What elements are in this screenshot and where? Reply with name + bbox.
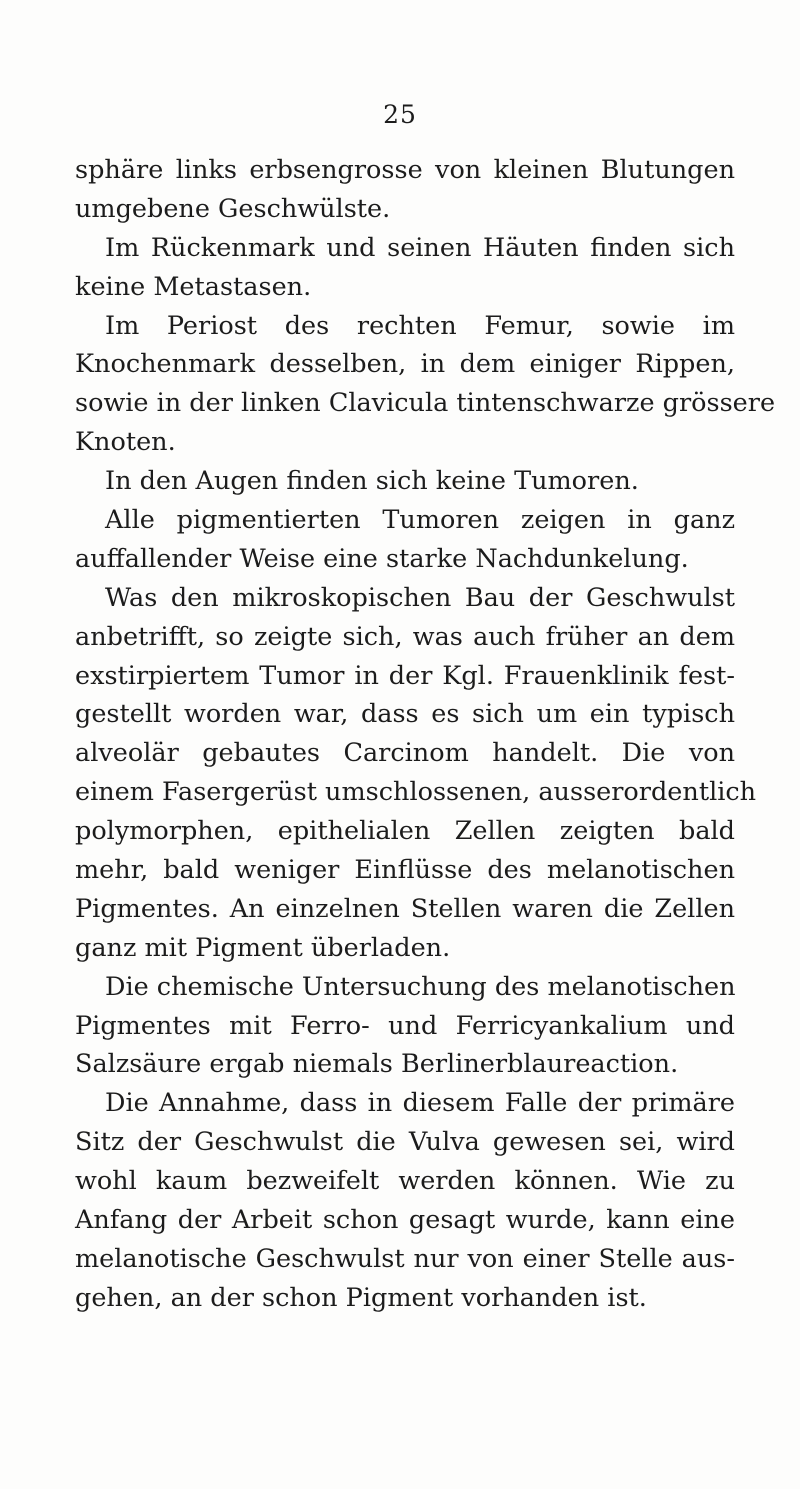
text-line: Im Rückenmark und seinen Häuten finden sich bbox=[105, 232, 735, 263]
text-line: gestellt worden war, dass es sich um ein typisch bbox=[75, 699, 735, 730]
text-line: Im Periost des rechten Femur, sowie im bbox=[105, 310, 735, 341]
text-line: Die chemische Untersuchung des melanotischen bbox=[105, 971, 736, 1002]
text-line: Was den mikroskopischen Bau der Geschwulst bbox=[105, 582, 735, 613]
text-line: Die Annahme, dass in diesem Falle der primäre bbox=[105, 1088, 735, 1119]
text-line: einem Fasergerüst umschlossenen, ausserordentlich bbox=[75, 777, 757, 808]
text-line: Alle pigmentierten Tumoren zeigen in ganz bbox=[105, 505, 735, 536]
text-line: sowie in der linken Clavicula tintenschwarze grössere bbox=[75, 388, 776, 419]
text-line: polymorphen, epithelialen Zellen zeigten bald bbox=[75, 816, 735, 847]
text-line: keine Metastasen. bbox=[75, 271, 312, 302]
text-line: mehr, bald weniger Einflüsse des melanotischen bbox=[75, 855, 735, 886]
text-line: Salzsäure ergab niemals Berlinerblaureaction. bbox=[75, 1049, 679, 1080]
text-line: alveolär gebautes Carcinom handelt. Die von bbox=[75, 738, 735, 769]
text-line: melanotische Geschwulst nur von einer Stelle aus- bbox=[75, 1243, 735, 1274]
text-line: exstirpiertem Tumor in der Kgl. Frauenklinik fest- bbox=[75, 660, 735, 691]
text-line: auffallender Weise eine starke Nachdunkelung. bbox=[75, 543, 689, 574]
text-line: Anfang der Arbeit schon gesagt wurde, kann eine bbox=[75, 1205, 735, 1236]
text-line: ganz mit Pigment überladen. bbox=[75, 932, 451, 963]
text-line: In den Augen finden sich keine Tumoren. bbox=[105, 466, 639, 497]
text-line: umgebene Geschwülste. bbox=[75, 193, 391, 224]
text-line: Pigmentes. An einzelnen Stellen waren die Zellen bbox=[75, 893, 735, 924]
text-line: anbetrifft, so zeigte sich, was auch früher an dem bbox=[75, 621, 735, 652]
text-line: sphäre links erbsengrosse von kleinen Blutungen bbox=[75, 155, 735, 185]
text-line: wohl kaum bezweifelt werden können. Wie zu bbox=[75, 1166, 735, 1197]
page-number: 25 bbox=[383, 100, 417, 129]
text-line: Pigmentes mit Ferro- und Ferricyankalium und bbox=[75, 1010, 735, 1041]
text-line: Sitz der Geschwulst die Vulva gewesen sei, wird bbox=[75, 1127, 735, 1158]
body-text bbox=[75, 151, 776, 1318]
text-line: gehen, an der schon Pigment vorhanden ist. bbox=[75, 1282, 647, 1313]
text-line: Knoten. bbox=[75, 427, 176, 458]
text-line: Knochenmark desselben, in dem einiger Rippen, bbox=[75, 349, 735, 380]
